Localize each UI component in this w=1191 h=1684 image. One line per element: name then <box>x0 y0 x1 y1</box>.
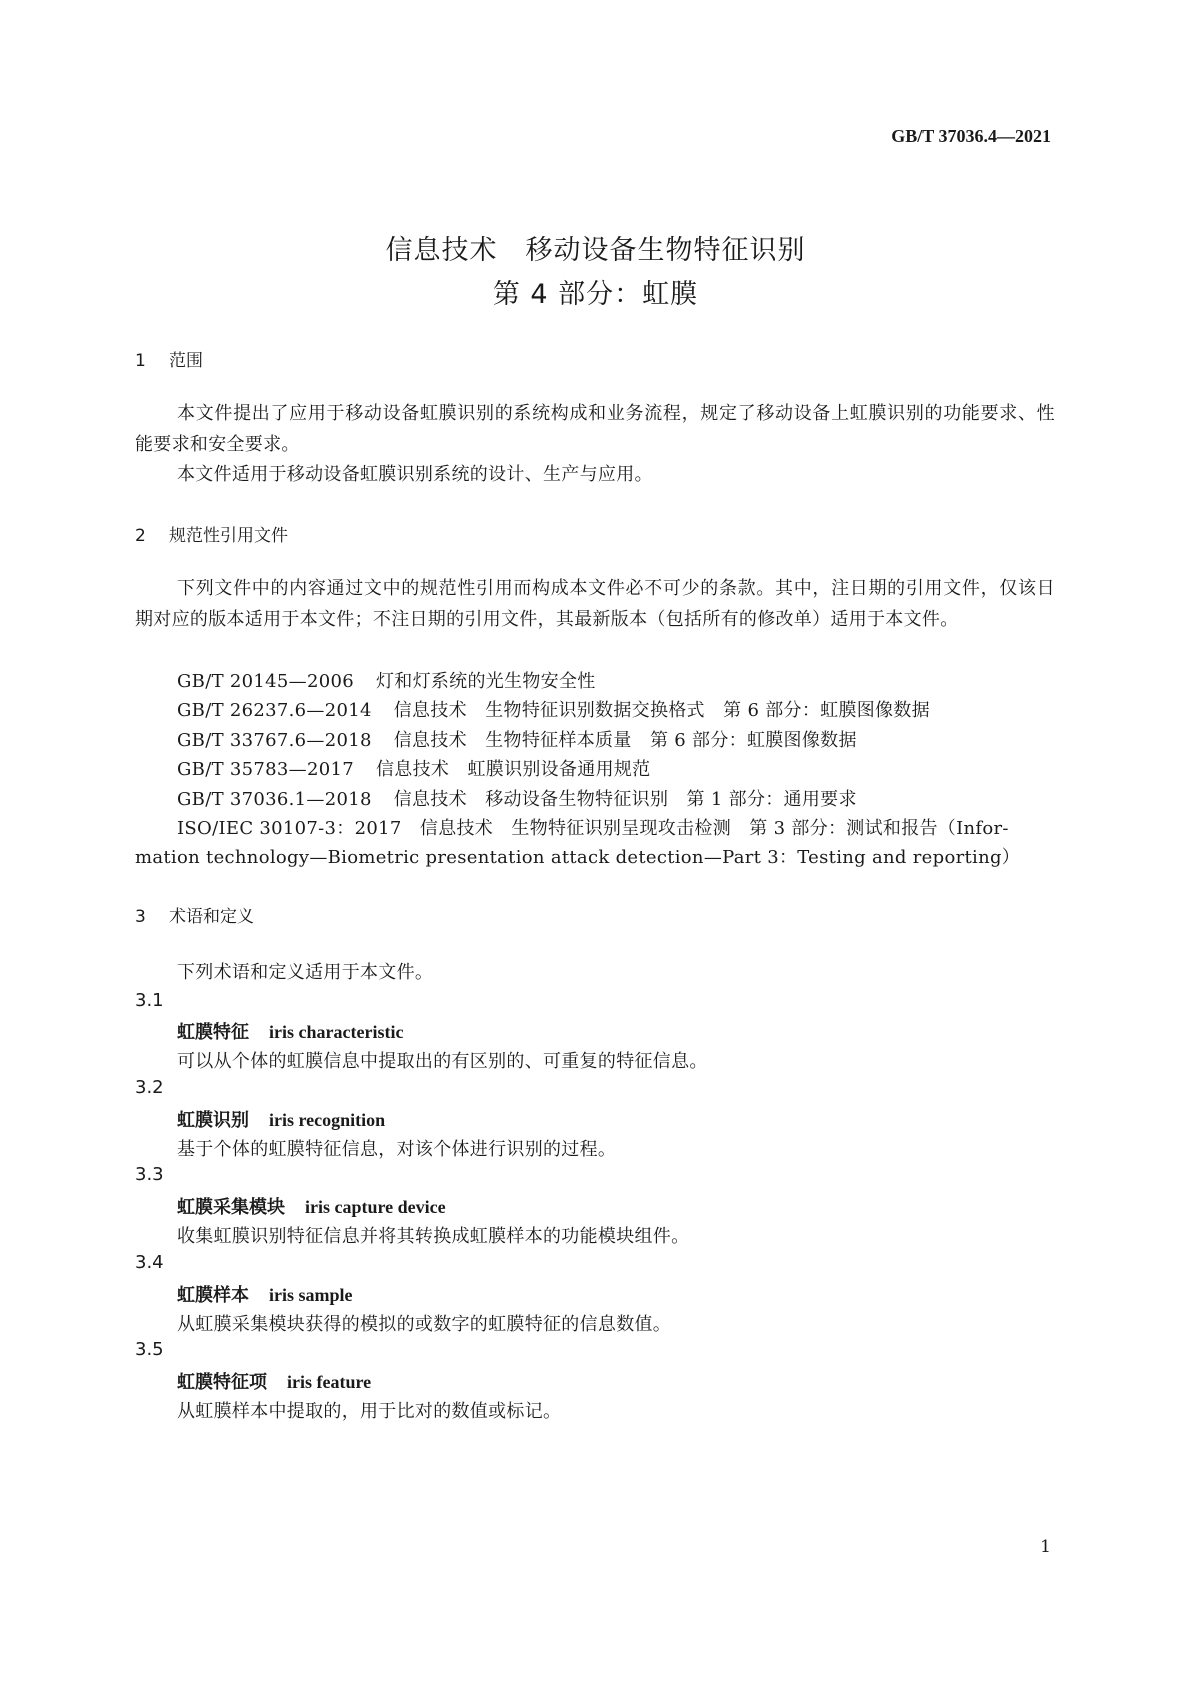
reference-title: 灯和灯系统的光生物安全性 <box>375 671 596 692</box>
reference-code: GB/T 35783—2017 <box>177 759 354 780</box>
reference-item <box>177 726 857 752</box>
section-title: 规范性引用文件 <box>169 526 288 546</box>
term-zh: 虹膜样本 <box>177 1285 249 1306</box>
paragraph: 本文件适用于移动设备虹膜识别系统的设计、生产与应用。 <box>177 464 653 485</box>
term-entry <box>177 1368 371 1394</box>
term-definition: 从虹膜采集模块获得的模拟的或数字的虹膜特征的信息数值。 <box>177 1314 672 1335</box>
section-3-heading <box>135 902 254 927</box>
term-zh: 虹膜采集模块 <box>177 1197 285 1218</box>
paragraph: 下列术语和定义适用于本文件。 <box>177 962 434 983</box>
reference-item <box>177 785 857 811</box>
clause-number: 3.3 <box>135 1164 164 1185</box>
section-number: 3 <box>135 907 146 927</box>
reference-item-iso-continued: mation technology—Biometric presentation attack detection—Part 3：Testing and reporting） <box>135 847 1021 868</box>
term-entry <box>177 1106 385 1132</box>
document-title: 信息技术 移动设备生物特征识别 <box>385 235 806 266</box>
standard-number: GB/T 37036.4—2021 <box>891 126 1051 146</box>
term-en: iris characteristic <box>269 1022 404 1042</box>
paragraph: 下列文件中的内容通过文中的规范性引用而构成本文件必不可少的条款。其中，注日期的引用文件，仅该日期对应的版本适用于本文件；不注日期的引用文件，其最新版本（包括所有的修改单）适用于本文件。 <box>135 578 1055 630</box>
term-zh: 虹膜特征项 <box>177 1372 267 1393</box>
reference-item <box>177 755 650 781</box>
section-title: 术语和定义 <box>169 907 254 927</box>
term-zh: 虹膜特征 <box>177 1022 249 1043</box>
section-title: 范围 <box>169 351 203 371</box>
term-entry <box>177 1193 446 1219</box>
term-zh: 虹膜识别 <box>177 1110 249 1131</box>
reference-code: GB/T 26237.6—2014 <box>177 700 372 721</box>
term-en: iris recognition <box>269 1110 386 1130</box>
section-number: 1 <box>135 351 146 371</box>
clause-number: 3.2 <box>135 1077 164 1098</box>
section-2-heading <box>135 521 288 546</box>
term-entry <box>177 1281 353 1307</box>
term-en: iris feature <box>287 1372 372 1392</box>
reference-title: 信息技术 生物特征识别数据交换格式 第 6 部分：虹膜图像数据 <box>393 700 930 721</box>
section-number: 2 <box>135 526 146 546</box>
reference-title: 信息技术 生物特征样本质量 第 6 部分：虹膜图像数据 <box>393 730 857 751</box>
reference-item <box>177 696 930 722</box>
term-definition: 基于个体的虹膜特征信息，对该个体进行识别的过程。 <box>177 1139 617 1160</box>
reference-code: GB/T 37036.1—2018 <box>177 789 372 810</box>
term-entry <box>177 1018 403 1044</box>
term-en: iris capture device <box>305 1197 446 1217</box>
paragraph: 本文件提出了应用于移动设备虹膜识别的系统构成和业务流程，规定了移动设备上虹膜识别的功能要求、性能要求和安全要求。 <box>135 403 1055 455</box>
term-definition: 从虹膜样本中提取的，用于比对的数值或标记。 <box>177 1401 562 1422</box>
reference-item-iso: ISO/IEC 30107-3：2017 信息技术 生物特征识别呈现攻击检测 第 3 部分：测试和报告（Infor- <box>177 818 1009 839</box>
term-definition: 收集虹膜识别特征信息并将其转换成虹膜样本的功能模块组件。 <box>177 1226 690 1247</box>
reference-item <box>177 667 596 693</box>
document-subtitle: 第 4 部分：虹膜 <box>492 279 699 310</box>
reference-code: GB/T 33767.6—2018 <box>177 730 372 751</box>
clause-number: 3.4 <box>135 1252 164 1273</box>
term-definition: 可以从个体的虹膜信息中提取出的有区别的、可重复的特征信息。 <box>177 1051 708 1072</box>
page-number: 1 <box>1040 1537 1051 1557</box>
clause-number: 3.1 <box>135 990 164 1011</box>
reference-title: 信息技术 虹膜识别设备通用规范 <box>375 759 651 780</box>
clause-number: 3.5 <box>135 1339 164 1360</box>
reference-code: GB/T 20145—2006 <box>177 671 354 692</box>
term-en: iris sample <box>269 1285 353 1305</box>
section-1-heading <box>135 346 203 371</box>
reference-title: 信息技术 移动设备生物特征识别 第 1 部分：通用要求 <box>393 789 857 810</box>
